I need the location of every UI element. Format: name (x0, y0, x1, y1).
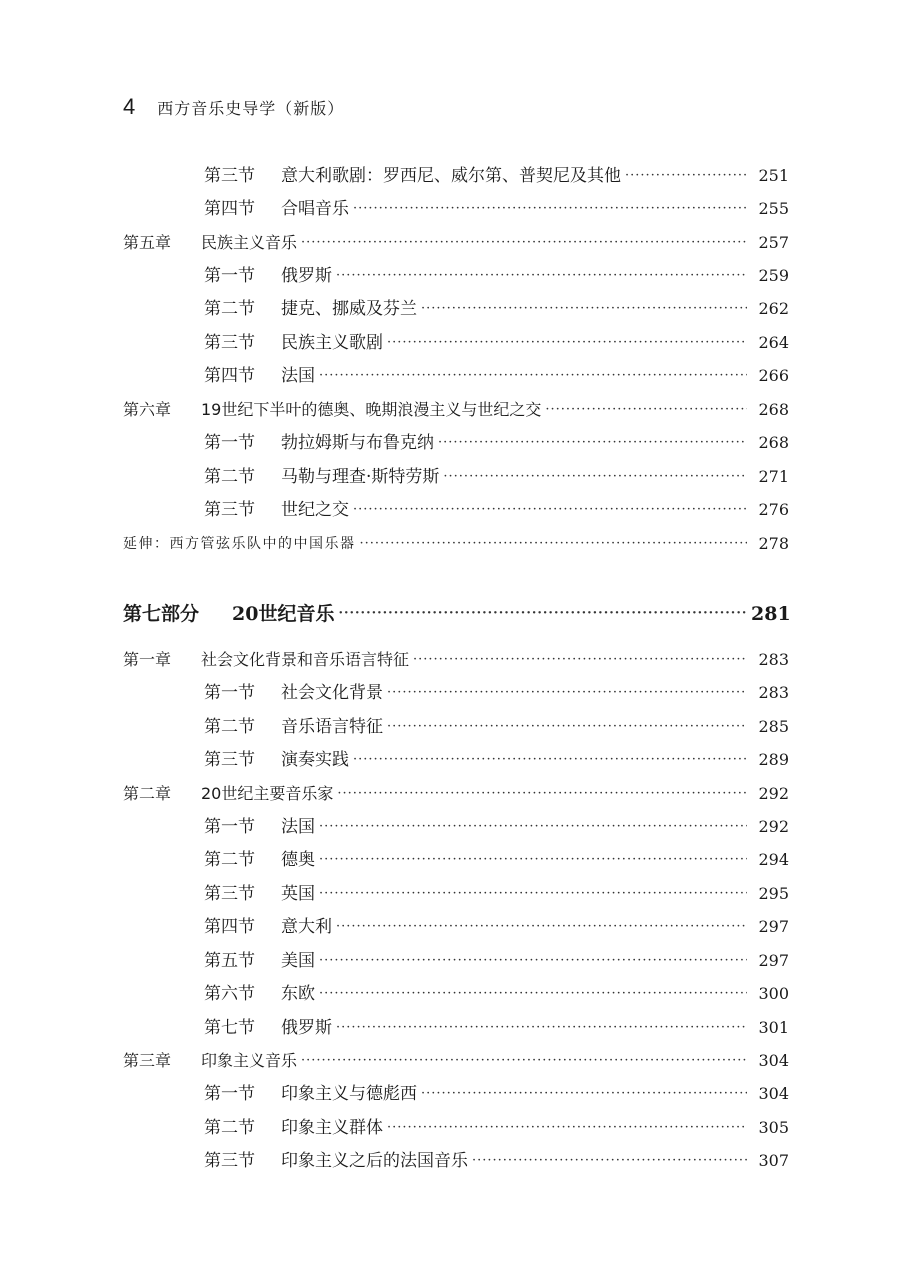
toc-entry-number: 第四节 (204, 366, 255, 386)
dot-leader (387, 1114, 747, 1142)
dot-leader (387, 679, 747, 707)
toc-entry-number: 第五节 (204, 951, 255, 971)
toc-entry-section (0, 429, 914, 457)
dot-leader (353, 195, 747, 223)
toc-entry-number: 第一节 (204, 683, 255, 703)
toc-entry-number: 第六节 (204, 984, 255, 1004)
toc-entry-section (0, 746, 914, 774)
toc-entry-title: 印象主义群体 (281, 1118, 383, 1138)
toc-entry-section (0, 496, 914, 524)
toc-entry-title: 民族主义歌剧 (281, 333, 383, 353)
toc-entry-title: 俄罗斯 (281, 266, 332, 286)
toc-entry-title: 俄罗斯 (281, 1018, 332, 1038)
toc-entry-title: 社会文化背景 (281, 683, 383, 703)
toc-entry-page: 297 (758, 951, 789, 970)
toc-entry-number: 第一节 (204, 266, 255, 286)
toc-entry-section (0, 1014, 914, 1042)
toc-entry-page: 251 (758, 166, 789, 185)
toc-entry-number: 第三节 (204, 333, 255, 353)
dot-leader (421, 1080, 747, 1108)
toc-entry-title: 法国 (281, 366, 315, 386)
toc-entry-title: 美国 (281, 951, 315, 971)
toc-entry-number: 第二章 (123, 784, 172, 803)
toc-entry-page: 259 (758, 266, 789, 285)
toc-entry-page: 294 (758, 850, 789, 869)
toc-entry-number: 第五章 (123, 233, 172, 252)
toc-entry-number: 第二节 (204, 850, 255, 870)
dot-leader (443, 463, 747, 491)
toc-entry-page: 268 (758, 433, 789, 452)
toc-entry-title: 世纪之交 (281, 500, 349, 520)
dot-leader (625, 162, 747, 190)
toc-entry-title: 意大利 (281, 917, 332, 937)
book-title: 西方音乐史导学（新版） (157, 99, 345, 118)
dot-leader (353, 496, 747, 524)
toc-entry-section (0, 713, 914, 741)
dot-leader (353, 746, 747, 774)
toc-entry-section (0, 1147, 914, 1175)
toc-entry-page: 264 (758, 333, 789, 352)
toc-entry-number: 第四节 (204, 199, 255, 219)
toc-entry-title: 印象主义与德彪西 (281, 1084, 417, 1104)
toc-entry-number: 第三节 (204, 500, 255, 520)
toc-entry-number: 第四节 (204, 917, 255, 937)
dot-leader (336, 913, 747, 941)
dot-leader (337, 780, 747, 808)
toc-entry-number: 第二节 (204, 717, 255, 737)
dot-leader (319, 980, 747, 1008)
toc-entry-page: 295 (758, 884, 789, 903)
toc-entry-section (0, 195, 914, 223)
toc-entry-page: 276 (758, 500, 789, 519)
toc-entry-title: 合唱音乐 (281, 199, 349, 219)
toc-entry-title: 20世纪主要音乐家 (201, 784, 334, 803)
toc-entry-chapter (0, 1047, 914, 1075)
toc-entry-page: 297 (758, 917, 789, 936)
dot-leader (336, 1014, 747, 1042)
page-header (123, 94, 344, 120)
toc-entry-title: 英国 (281, 884, 315, 904)
dot-leader (319, 880, 747, 908)
toc-entry-section (0, 913, 914, 941)
toc-entry-title: 音乐语言特征 (281, 717, 383, 737)
toc-entry-page: 266 (758, 366, 789, 385)
toc-entry-number: 第三节 (204, 750, 255, 770)
toc-entry-section (0, 846, 914, 874)
toc-entry-page: 262 (758, 299, 789, 318)
toc-entry-section (0, 679, 914, 707)
dot-leader (336, 262, 747, 290)
toc-entry-extension (0, 530, 914, 558)
toc-entry-title: 社会文化背景和音乐语言特征 (201, 650, 410, 669)
toc-entry-title: 法国 (281, 817, 315, 837)
dot-leader (413, 646, 747, 674)
toc-entry-page: 268 (758, 400, 789, 419)
dot-leader (438, 429, 747, 457)
toc-entry-part (0, 596, 914, 632)
page-number: 4 (123, 94, 136, 119)
toc-entry-number: 第一节 (204, 433, 255, 453)
toc-entry-title: 勃拉姆斯与布鲁克纳 (281, 433, 434, 453)
dot-leader (472, 1147, 747, 1175)
toc-entry-page: 304 (758, 1084, 789, 1103)
toc-entry-number: 第三节 (204, 1151, 255, 1171)
toc-entry-page: 292 (758, 817, 789, 836)
toc-entry-chapter (0, 396, 914, 424)
toc-entry-section (0, 162, 914, 190)
toc-entry-number: 第三节 (204, 884, 255, 904)
toc-entry-number: 第一章 (123, 650, 172, 669)
toc-entry-page: 278 (758, 534, 789, 553)
toc-entry-section (0, 980, 914, 1008)
dot-leader (360, 530, 748, 558)
toc-entry-page: 304 (758, 1051, 789, 1070)
toc-entry-page: 257 (758, 233, 789, 252)
toc-entry-number: 第一节 (204, 1084, 255, 1104)
toc-entry-title: 演奏实践 (281, 750, 349, 770)
toc-entry-chapter (0, 780, 914, 808)
toc-entry-section (0, 295, 914, 323)
toc-entry-page: 305 (758, 1118, 789, 1137)
toc-entry-section (0, 947, 914, 975)
toc-entry-number: 第六章 (123, 400, 172, 419)
toc-entry-section (0, 1114, 914, 1142)
toc-entry-title: 19世纪下半叶的德奥、晚期浪漫主义与世纪之交 (201, 400, 542, 419)
toc-entry-title: 东欧 (281, 984, 315, 1004)
toc-entry-title: 印象主义之后的法国音乐 (281, 1151, 468, 1171)
toc-entry-section (0, 880, 914, 908)
toc-entry-title: 民族主义音乐 (201, 233, 298, 252)
dot-leader (421, 295, 747, 323)
toc-entry-section (0, 1080, 914, 1108)
dot-leader (319, 362, 747, 390)
toc-entry-section (0, 813, 914, 841)
toc-entry-title: 延伸：西方管弦乐队中的中国乐器 (123, 536, 356, 552)
toc-entry-number: 第一节 (204, 817, 255, 837)
toc-entry-chapter (0, 646, 914, 674)
dot-leader (301, 1047, 747, 1075)
toc-entry-number: 第三章 (123, 1051, 172, 1070)
toc-entry-number: 第三节 (204, 166, 255, 186)
toc-entry-page: 301 (758, 1018, 789, 1037)
toc-entry-title: 意大利歌剧：罗西尼、威尔第、普契尼及其他 (281, 166, 621, 186)
toc-entry-number: 第二节 (204, 299, 255, 319)
toc-entry-title: 印象主义音乐 (201, 1051, 298, 1070)
toc-entry-page: 300 (758, 984, 789, 1003)
toc-entry-page: 255 (758, 199, 789, 218)
dot-leader (338, 600, 747, 628)
dot-leader (387, 329, 747, 357)
dot-leader (319, 813, 747, 841)
dot-leader (319, 846, 747, 874)
dot-leader (301, 229, 747, 257)
toc-entry-number: 第二节 (204, 1118, 255, 1138)
toc-entry-title: 20世纪音乐 (232, 603, 335, 625)
toc-entry-page: 289 (758, 750, 789, 769)
toc-entry-title: 德奥 (281, 850, 315, 870)
toc-entry-chapter (0, 229, 914, 257)
toc-entry-number: 第七部分 (123, 603, 200, 625)
toc-entry-page: 283 (758, 650, 789, 669)
toc-entry-page: 281 (751, 603, 791, 625)
toc-entry-section (0, 262, 914, 290)
toc-entry-section (0, 329, 914, 357)
toc-entry-number: 第二节 (204, 467, 255, 487)
dot-leader (545, 396, 747, 424)
toc-entry-section (0, 362, 914, 390)
toc-entry-page: 285 (758, 717, 789, 736)
toc-entry-page: 283 (758, 683, 789, 702)
toc-entry-title: 马勒与理查·斯特劳斯 (281, 467, 440, 487)
toc-entry-section (0, 463, 914, 491)
toc-entry-page: 292 (758, 784, 789, 803)
toc-entry-title: 捷克、挪威及芬兰 (281, 299, 417, 319)
dot-leader (319, 947, 747, 975)
toc-entry-page: 307 (758, 1151, 789, 1170)
toc-entry-page: 271 (758, 467, 789, 486)
dot-leader (387, 713, 747, 741)
toc-entry-number: 第七节 (204, 1018, 255, 1038)
